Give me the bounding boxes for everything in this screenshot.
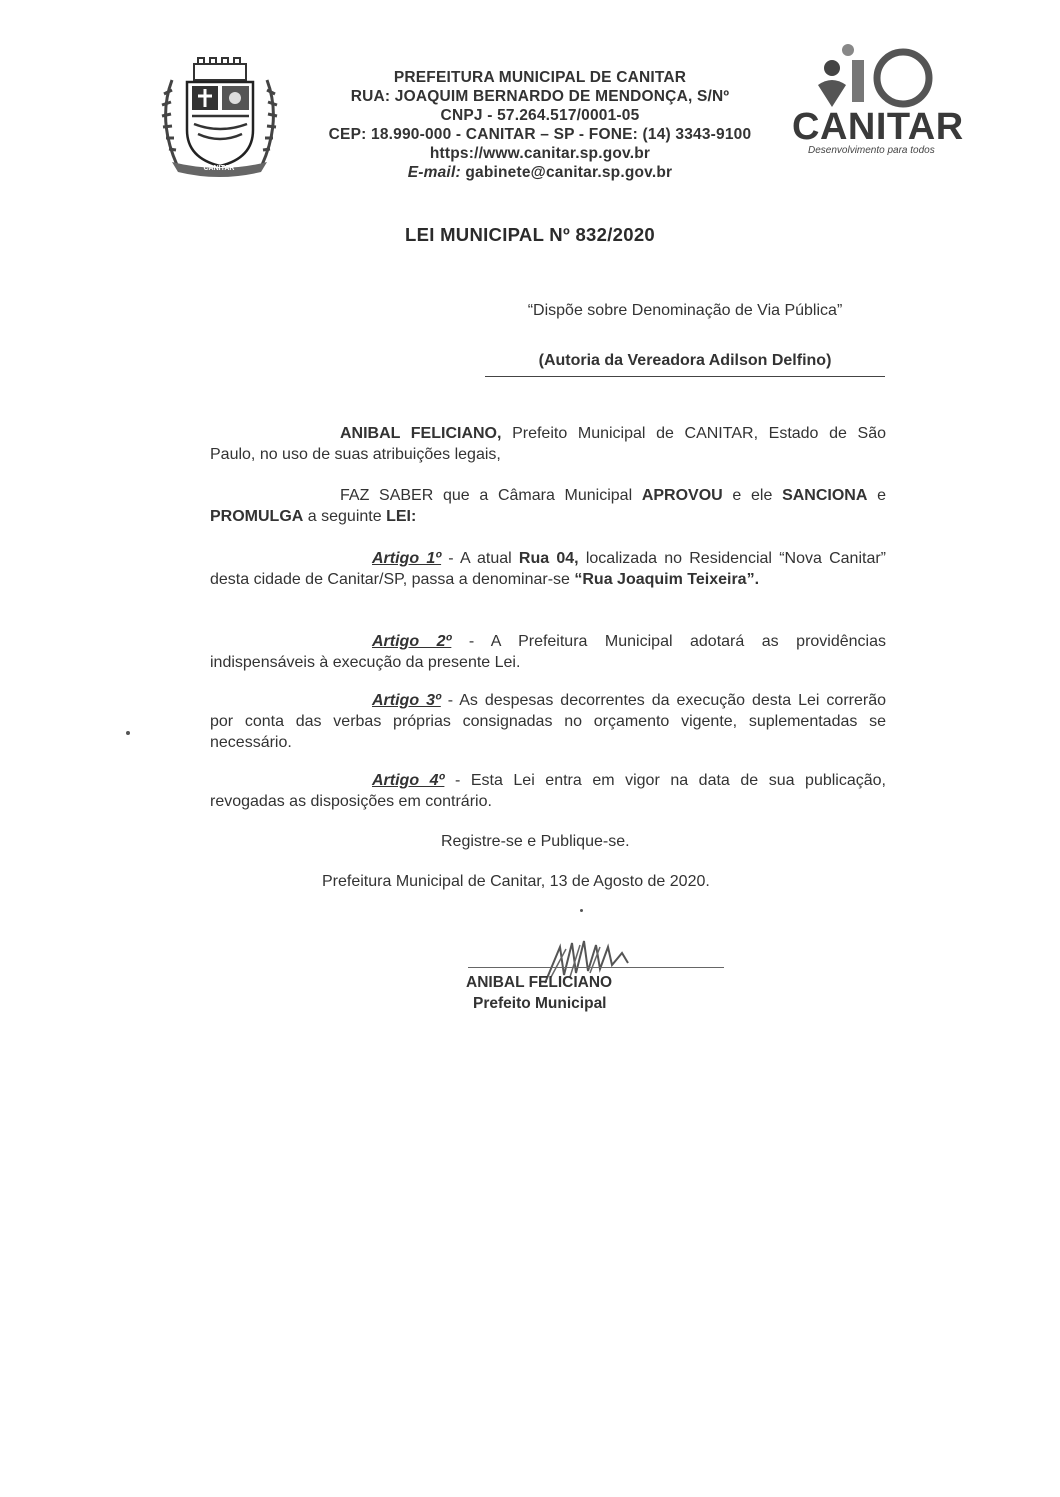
letterhead-institution: PREFEITURA MUNICIPAL DE CANITAR bbox=[393, 69, 687, 86]
article-label: Artigo 4º bbox=[372, 772, 445, 789]
logo-wordmark: CANITAR bbox=[792, 106, 964, 148]
signatory-name: ANIBAL FELICIANO bbox=[466, 974, 613, 991]
article-bold-text: “Rua Joaquim Teixeira”. bbox=[574, 571, 760, 588]
date-line: Prefeitura Municipal de Canitar, 13 de Agosto de 2020. bbox=[322, 873, 710, 890]
letterhead-cep-phone: CEP: 18.990-000 - CANITAR – SP - FONE: (14) 3343-9100 bbox=[328, 126, 752, 143]
preamble-faz-saber-paragraph bbox=[210, 485, 886, 527]
letterhead-cnpj: CNPJ - 57.264.517/0001-05 bbox=[440, 107, 640, 124]
signature-line bbox=[468, 967, 724, 968]
article-label: Artigo 1º bbox=[372, 550, 442, 567]
article-bold-text: Rua 04, bbox=[518, 550, 579, 567]
law-title: LEI MUNICIPAL Nº 832/2020 bbox=[404, 224, 656, 245]
svg-text:CANITAR: CANITAR bbox=[203, 165, 235, 172]
article-text: - Esta Lei entra em vigor na data de sua publicação, revogadas as disposições em contrário. bbox=[210, 772, 886, 810]
mayor-name: ANIBAL FELICIANO, bbox=[340, 425, 502, 442]
aprovou-text: APROVOU bbox=[641, 487, 723, 504]
article-text: localizada no Residencial “Nova Canitar” desta cidade de Canitar/SP, passa a denominar-se bbox=[210, 550, 887, 588]
law-ementa: “Dispõe sobre Denominação de Via Pública” bbox=[527, 302, 843, 319]
article-text: - A atual bbox=[441, 550, 519, 567]
article-label: Artigo 2º bbox=[372, 633, 452, 650]
faz-saber-text: FAZ SABER que a Câmara Municipal bbox=[340, 487, 642, 504]
sanciona-text: SANCIONA bbox=[782, 487, 868, 504]
email-value: gabinete@canitar.sp.gov.br bbox=[465, 164, 673, 181]
letterhead-email bbox=[300, 163, 780, 182]
promulga-text: PROMULGA bbox=[210, 508, 304, 525]
faz-saber-text-3: a seguinte bbox=[303, 508, 387, 525]
letterhead bbox=[300, 68, 780, 182]
signatory-role: Prefeito Municipal bbox=[473, 995, 607, 1012]
article-label: Artigo 3º bbox=[372, 692, 441, 709]
municipal-crest-icon bbox=[152, 50, 287, 180]
mayor-text: Prefeito Municipal de CANITAR, Estado de São Paulo, no uso de suas atribuições legais, bbox=[210, 425, 886, 463]
article-text: - As despesas decorrentes da execução desta Lei correrão por conta das verbas próprias consignadas no orçamento vigente, suplementadas se necessário. bbox=[210, 692, 886, 751]
registre-line: Registre-se e Publique-se. bbox=[441, 833, 630, 850]
logo-tagline: Desenvolvimento para todos bbox=[808, 145, 935, 156]
letterhead-website: https://www.canitar.sp.gov.br bbox=[429, 145, 651, 162]
preamble-mayor-paragraph bbox=[210, 423, 886, 465]
conjunction-text: e bbox=[867, 487, 886, 504]
scan-speck bbox=[126, 731, 130, 735]
letterhead-address: RUA: JOAQUIM BERNARDO DE MENDONÇA, S/Nº bbox=[350, 88, 730, 105]
article-2 bbox=[210, 631, 886, 673]
article-1 bbox=[210, 548, 886, 590]
faz-saber-text-2: e ele bbox=[722, 487, 783, 504]
email-label: E-mail: bbox=[407, 164, 461, 181]
law-authorship: (Autoria da Vereadora Adilson Delfino) bbox=[485, 352, 885, 377]
article-3 bbox=[210, 690, 886, 753]
scan-speck bbox=[580, 909, 583, 912]
article-text: - A Prefeitura Municipal adotará as providências indispensáveis à execução da presente Lei. bbox=[210, 633, 886, 671]
article-4 bbox=[210, 770, 886, 812]
lei-text: LEI: bbox=[386, 508, 417, 525]
